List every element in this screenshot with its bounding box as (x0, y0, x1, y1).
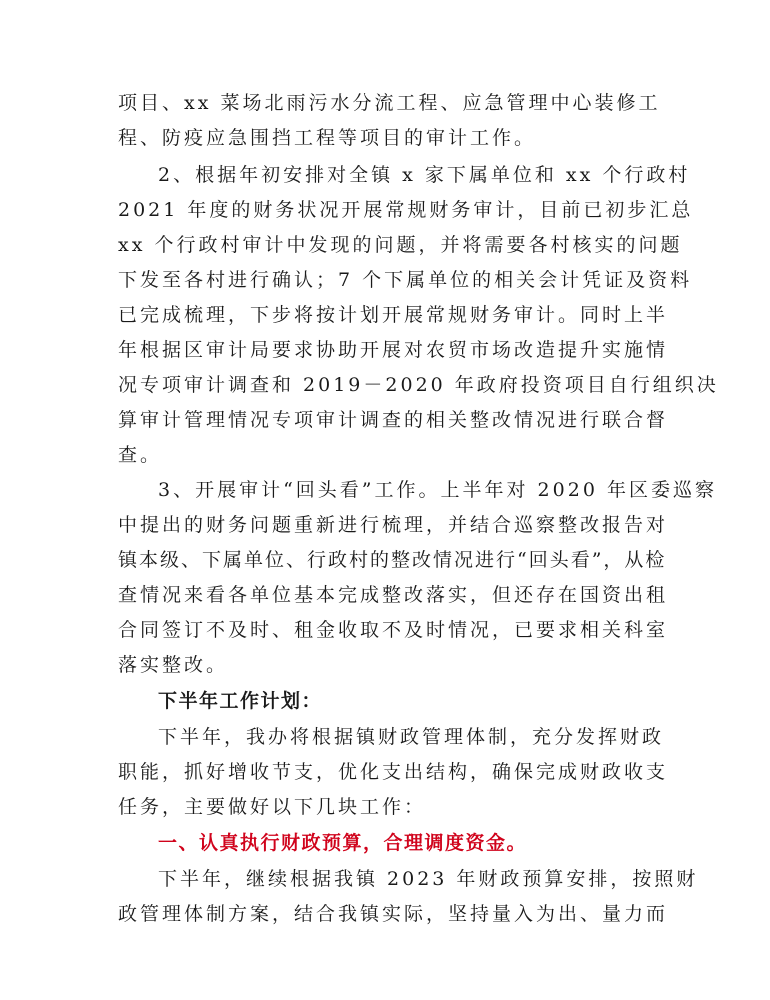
paragraph-line: 下半年，我办将根据镇财政管理体制，充分发挥财政 (158, 726, 665, 748)
paragraph-line: 年根据区审计局要求协助开展对农贸市场改造提升实施情 (118, 339, 669, 361)
paragraph-line: 政管理体制方案，结合我镇实际，坚持量入为出、量力而 (118, 903, 669, 925)
paragraph-line: 3、开展审计“回头看”工作。上半年对 2020 年区委巡察 (158, 479, 717, 501)
paragraph-line: 2021 年度的财务状况开展常规财务审计，目前已初步汇总 (118, 199, 694, 221)
paragraph-line: 任务，主要做好以下几块工作： (118, 796, 427, 818)
paragraph-line: 下发至各村进行确认；7 个下属单位的相关会计凭证及资料 (118, 269, 693, 291)
paragraph-line: xx 个行政村审计中发现的问题，并将需要各村核实的问题 (118, 234, 683, 256)
paragraph-line: 程、防疫应急围挡工程等项目的审计工作。 (118, 127, 537, 149)
paragraph-line: 项目、xx 菜场北雨污水分流工程、应急管理中心装修工 (118, 92, 661, 114)
paragraph-line: 2、根据年初安排对全镇 x 家下属单位和 xx 个行政村 (158, 164, 691, 186)
paragraph-line: 查情况来看各单位基本完成整改落实，但还存在国资出租 (118, 584, 669, 606)
paragraph-line: 职能，抓好增收节支，优化支出结构，确保完成财政收支 (118, 761, 669, 783)
paragraph-line: 落实整改。 (118, 654, 229, 676)
paragraph-line: 下半年，继续根据我镇 2023 年财政预算安排，按照财 (158, 868, 699, 890)
paragraph-line: 镇本级、下属单位、行政村的整改情况进行“回头看”，从检 (118, 549, 667, 571)
paragraph-line: 查。 (118, 444, 163, 466)
paragraph-line: 算审计管理情况专项审计调查的相关整改情况进行联合督 (118, 409, 669, 431)
section-heading-plan: 下半年工作计划： (158, 690, 323, 712)
section-heading-red: 一、认真执行财政预算，合理调度资金。 (158, 832, 528, 854)
paragraph-line: 况专项审计调查和 2019－2020 年政府投资项目自行组织决 (118, 374, 719, 396)
paragraph-line: 中提出的财务问题重新进行梳理，并结合巡察整改报告对 (118, 514, 669, 536)
paragraph-line: 已完成梳理，下步将按计划开展常规财务审计。同时上半 (118, 304, 669, 326)
paragraph-line: 合同签订不及时、租金收取不及时情况，已要求相关科室 (118, 619, 669, 641)
